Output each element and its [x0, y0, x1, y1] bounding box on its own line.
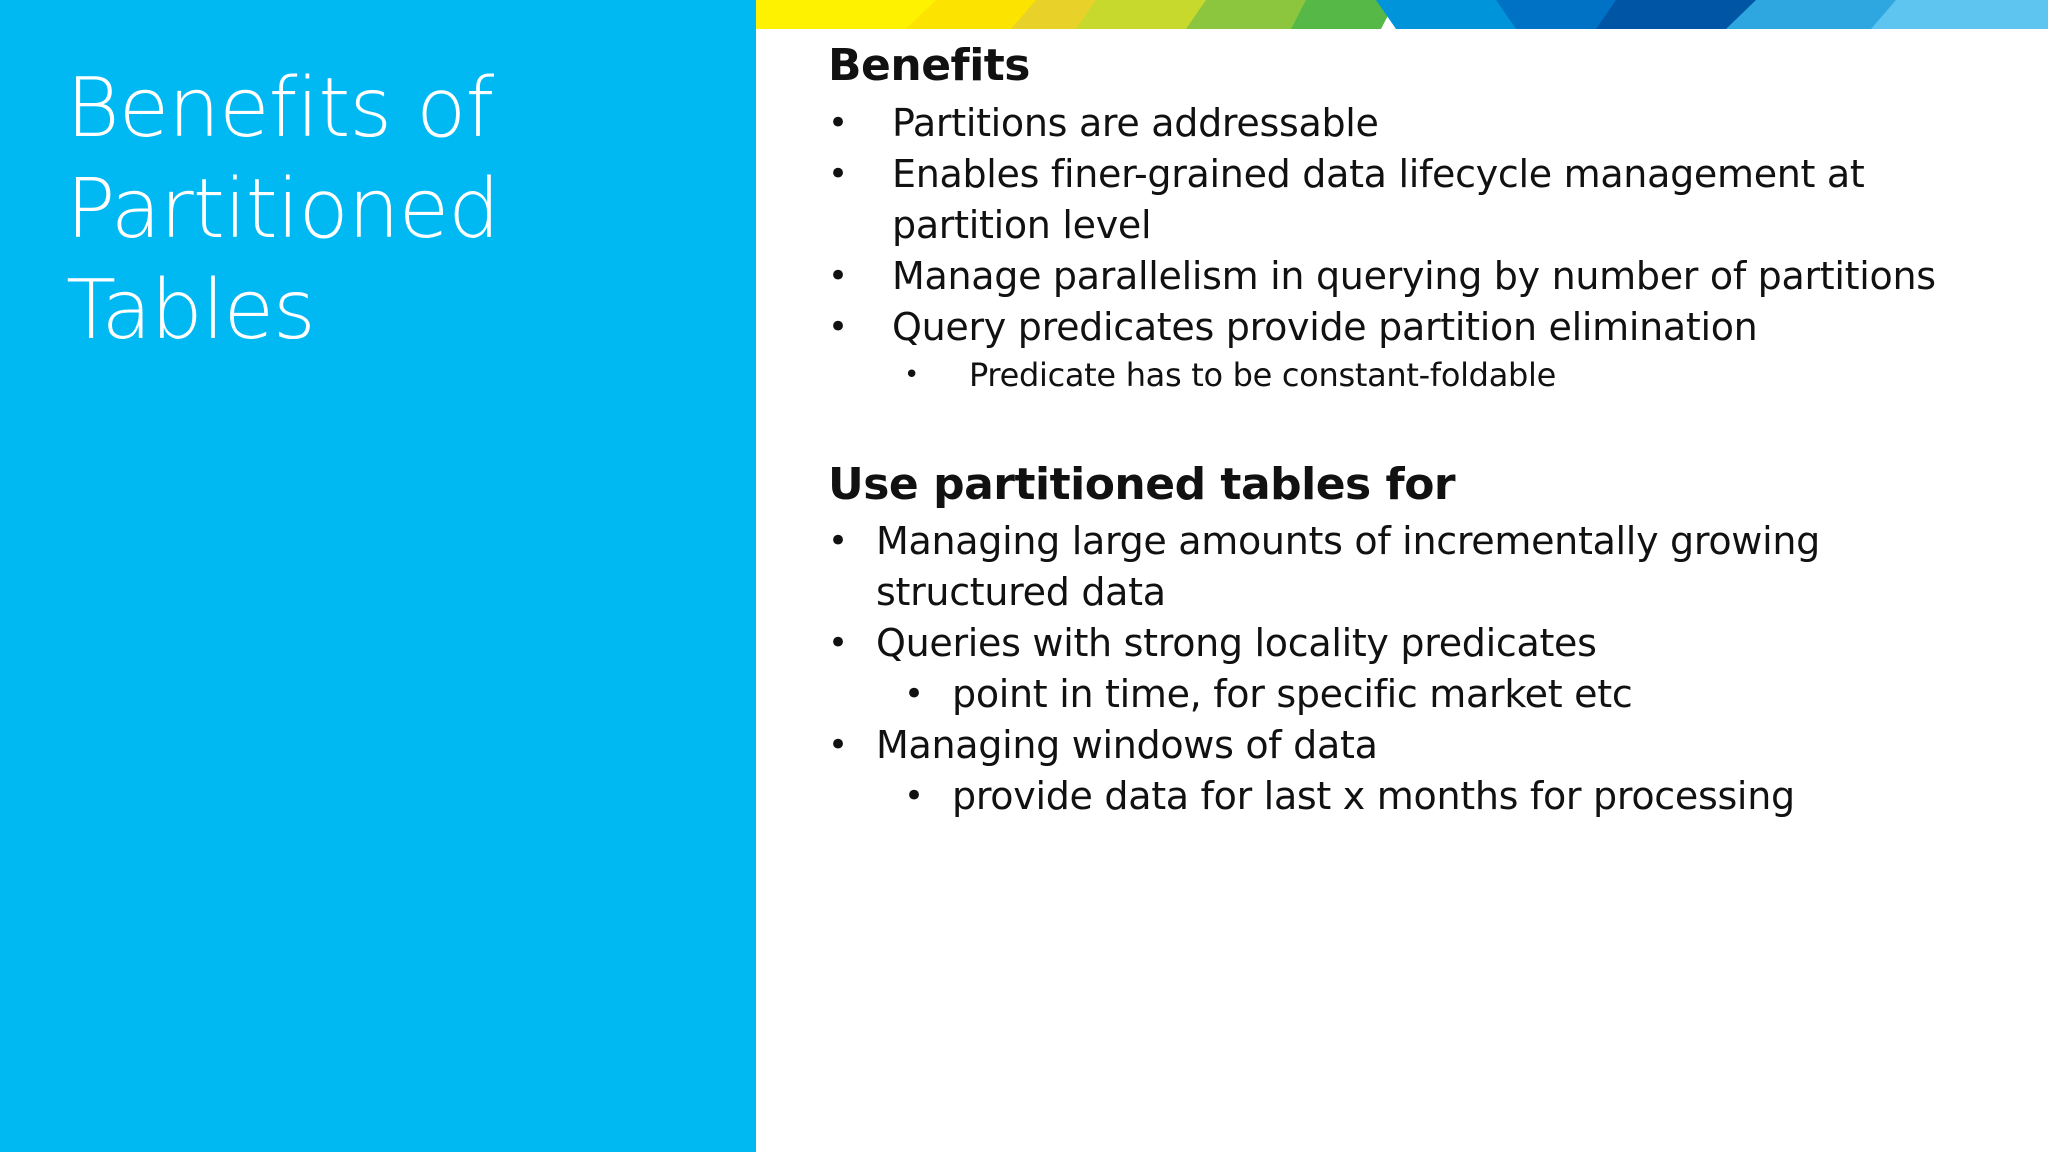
sub-bullet-icon: •: [904, 776, 924, 816]
use-for-heading: Use partitioned tables for: [828, 459, 1456, 510]
bullet-icon: •: [828, 307, 848, 347]
benefit-item: [828, 98, 1936, 149]
benefit-sub-text: Predicate has to be constant-foldable: [969, 356, 1556, 394]
bullet-icon: •: [828, 256, 848, 296]
use-for-sub-item: [828, 669, 1820, 720]
strip-segment: [1871, 0, 2048, 29]
title-panel: [0, 0, 756, 1152]
bullet-icon: •: [828, 103, 848, 143]
benefit-item: [828, 302, 1936, 353]
use-for-list: [828, 516, 1820, 822]
benefit-item: [828, 149, 1936, 251]
use-for-item: [828, 720, 1820, 771]
use-for-text: Managing windows of data: [876, 723, 1378, 767]
slide-title: [66, 58, 726, 361]
use-for-item: [828, 516, 1820, 618]
bullet-icon: •: [828, 623, 848, 663]
sub-bullet-icon: •: [904, 674, 924, 714]
use-for-text-continued: structured data: [876, 570, 1166, 614]
use-for-sub-item: [828, 771, 1820, 822]
slide-title-line: Partitioned: [66, 162, 500, 257]
slide-title-line: Tables: [66, 263, 315, 358]
use-for-text: Managing large amounts of incrementally growing: [876, 519, 1820, 563]
benefit-item: [828, 251, 1936, 302]
benefit-text: Partitions are addressable: [892, 101, 1379, 145]
sub-bullet-icon: •: [904, 360, 920, 390]
bullet-icon: •: [828, 521, 848, 561]
benefits-list: [828, 98, 1936, 397]
use-for-sub-text: point in time, for specific market etc: [952, 672, 1633, 716]
benefit-text: Enables finer-grained data lifecycle management at: [892, 152, 1865, 196]
benefit-text-continued: partition level: [892, 203, 1152, 247]
bullet-icon: •: [828, 154, 848, 194]
benefit-text: Manage parallelism in querying by number of partitions: [892, 254, 1936, 298]
use-for-sub-text: provide data for last x months for processing: [952, 774, 1795, 818]
bullet-icon: •: [828, 725, 848, 765]
benefit-sub-item: [828, 353, 1936, 397]
benefit-text: Query predicates provide partition elimination: [892, 305, 1758, 349]
decorative-color-strip: [756, 0, 2048, 29]
slide-title-line: Benefits of: [66, 61, 494, 156]
benefits-heading: Benefits: [828, 40, 1030, 91]
color-strip-graphic: [756, 0, 2048, 29]
use-for-item: [828, 618, 1820, 669]
use-for-text: Queries with strong locality predicates: [876, 621, 1597, 665]
